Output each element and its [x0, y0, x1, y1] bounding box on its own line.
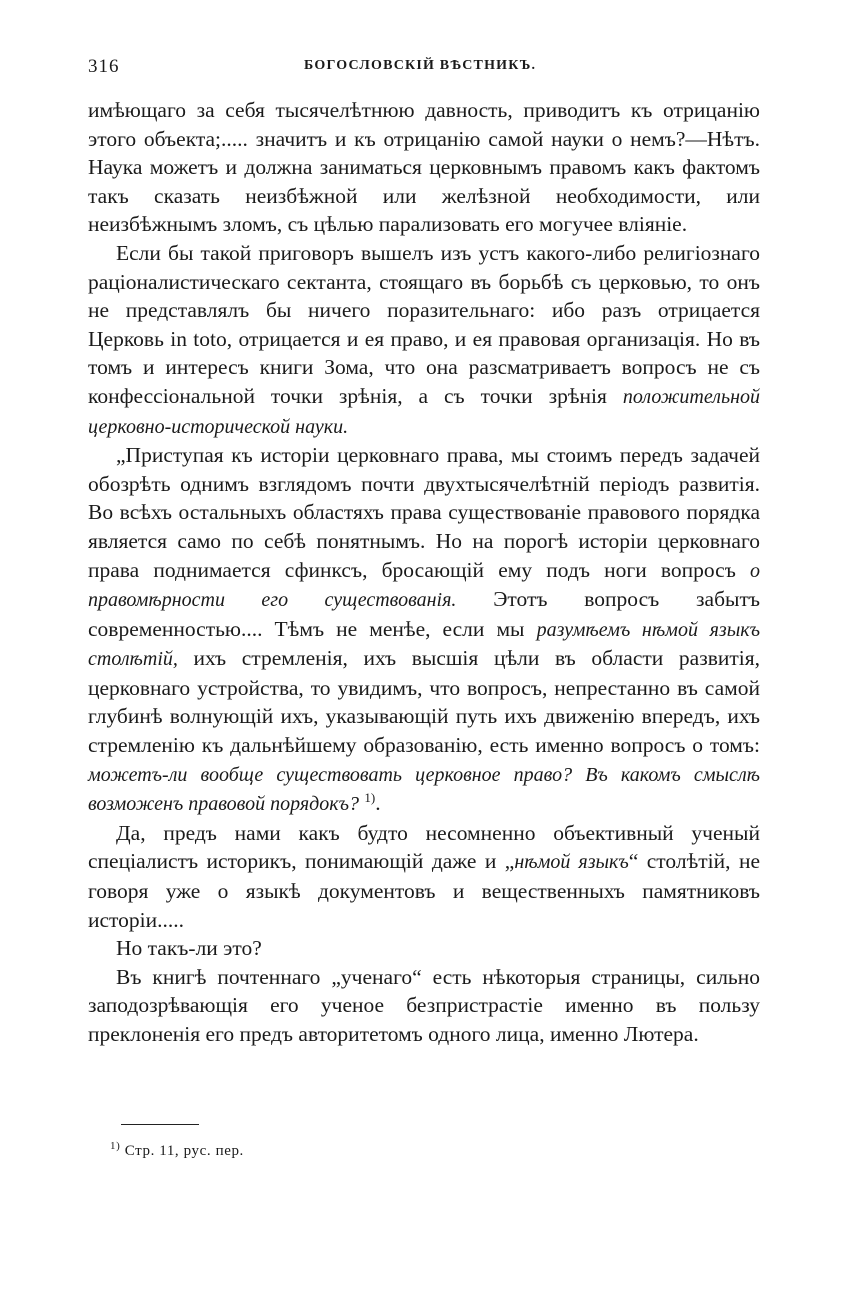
text-run: „Приступая къ исторiи церковнаго права, мы стоимъ передъ задачей обозрѣть однимъ взглядомъ почти двухтысячелѣтнiй перiодъ развитiя. Во всѣхъ остальныхъ областяхъ права существованiе правового порядка является само по себѣ понятнымъ. Но на порогѣ исторiи церковнаго права поднимается сфинксъ, бросающiй ему подъ ноги вопросъ — [88, 443, 760, 582]
page-number: 316 — [88, 56, 120, 77]
text-run: Если бы такой приговоръ вышелъ изъ устъ какого-либо религiознаго рацiоналистическаго сектанта, стоящаго въ борьбѣ съ церковью, то онъ не представлялъ бы ничего поразительнаго: ибо разъ отрицается Церковь in toto, отрицается и ея право, и ея правовая организацiя. Но въ томъ и интересъ книги Зома, что она разсматриваетъ вопросъ не съ конфессiональной точки зрѣнiя, а съ точки зрѣнiя — [88, 240, 760, 408]
paragraph — [88, 819, 760, 934]
text-run: Этотъ вопросъ забытъ современностью.... Тѣмъ не менѣе, если мы — [88, 587, 760, 641]
italic-text: нѣмой языкъ — [514, 851, 629, 874]
text-run: ихъ стремленiя, ихъ высшiя цѣли въ области развитiя, церковнаго устройства, то увидимъ, что вопросъ, непрестанно въ самой глубинѣ волнующiй ихъ, указывающiй путь ихъ движенiю впередъ, ихъ стремленiю къ дальнѣйшему образованiю, есть именно вопросъ о томъ: — [88, 646, 760, 758]
footnote-marker: 1) — [110, 1140, 121, 1152]
page-header — [88, 56, 760, 80]
paragraph — [88, 934, 760, 963]
italic-text: разумѣемъ нѣмой языкъ столѣтiй, — [88, 618, 761, 671]
text-run: “ столѣтiй, не говоря уже о языкѣ документовъ и вещественныхъ памятниковъ исторiи..... — [88, 849, 760, 932]
footnote-separator — [121, 1124, 199, 1125]
paragraph — [88, 963, 760, 1049]
paragraph — [88, 441, 760, 819]
footnote-reference: 1) — [364, 790, 376, 806]
footnote — [110, 1140, 244, 1160]
paragraph — [88, 239, 760, 441]
italic-text: можетъ-ли вообще существовать церковное право? Въ какомъ смыслѣ возможенъ правовой порядокъ? — [88, 763, 760, 816]
text-run: Но такъ-ли это? — [116, 936, 262, 961]
paragraph — [88, 96, 760, 239]
text-run: . — [375, 791, 381, 816]
text-run: Въ книгѣ почтеннаго „ученаго“ есть нѣкоторыя страницы, сильно заподозрѣвающiя его ученое безпристрастiе именно въ пользу преклоненiя его предъ авторитетомъ одного лица, именно Лютера. — [88, 964, 760, 1046]
italic-text: о правомѣрности его существованiя. — [88, 559, 760, 612]
italic-text: положительной церковно-исторической науки. — [88, 385, 760, 438]
body-text — [88, 96, 760, 1049]
text-run: имѣющаго за себя тысячелѣтнюю давность, приводитъ къ отрицанiю этого объекта;..... значитъ и къ отрицанiю самой науки о немъ?—Нѣтъ. Наука можетъ и должна заниматься церковнымъ правомъ какъ фактомъ такъ сказать неизбѣжной или желѣзной необходимости, или неизбѣжнымъ зломъ, съ цѣлью парализовать его могучее влiянiе. — [88, 98, 760, 237]
footnote-text: Стр. 11, рус. пер. — [120, 1143, 244, 1159]
running-head: БОГОСЛОВСКIЙ ВѢСТНИКЪ. — [304, 58, 537, 73]
text-run: Да, предъ нами какъ будто несомненно объективный ученый спецiалистъ историкъ, понимающiй даже и „ — [88, 820, 760, 874]
